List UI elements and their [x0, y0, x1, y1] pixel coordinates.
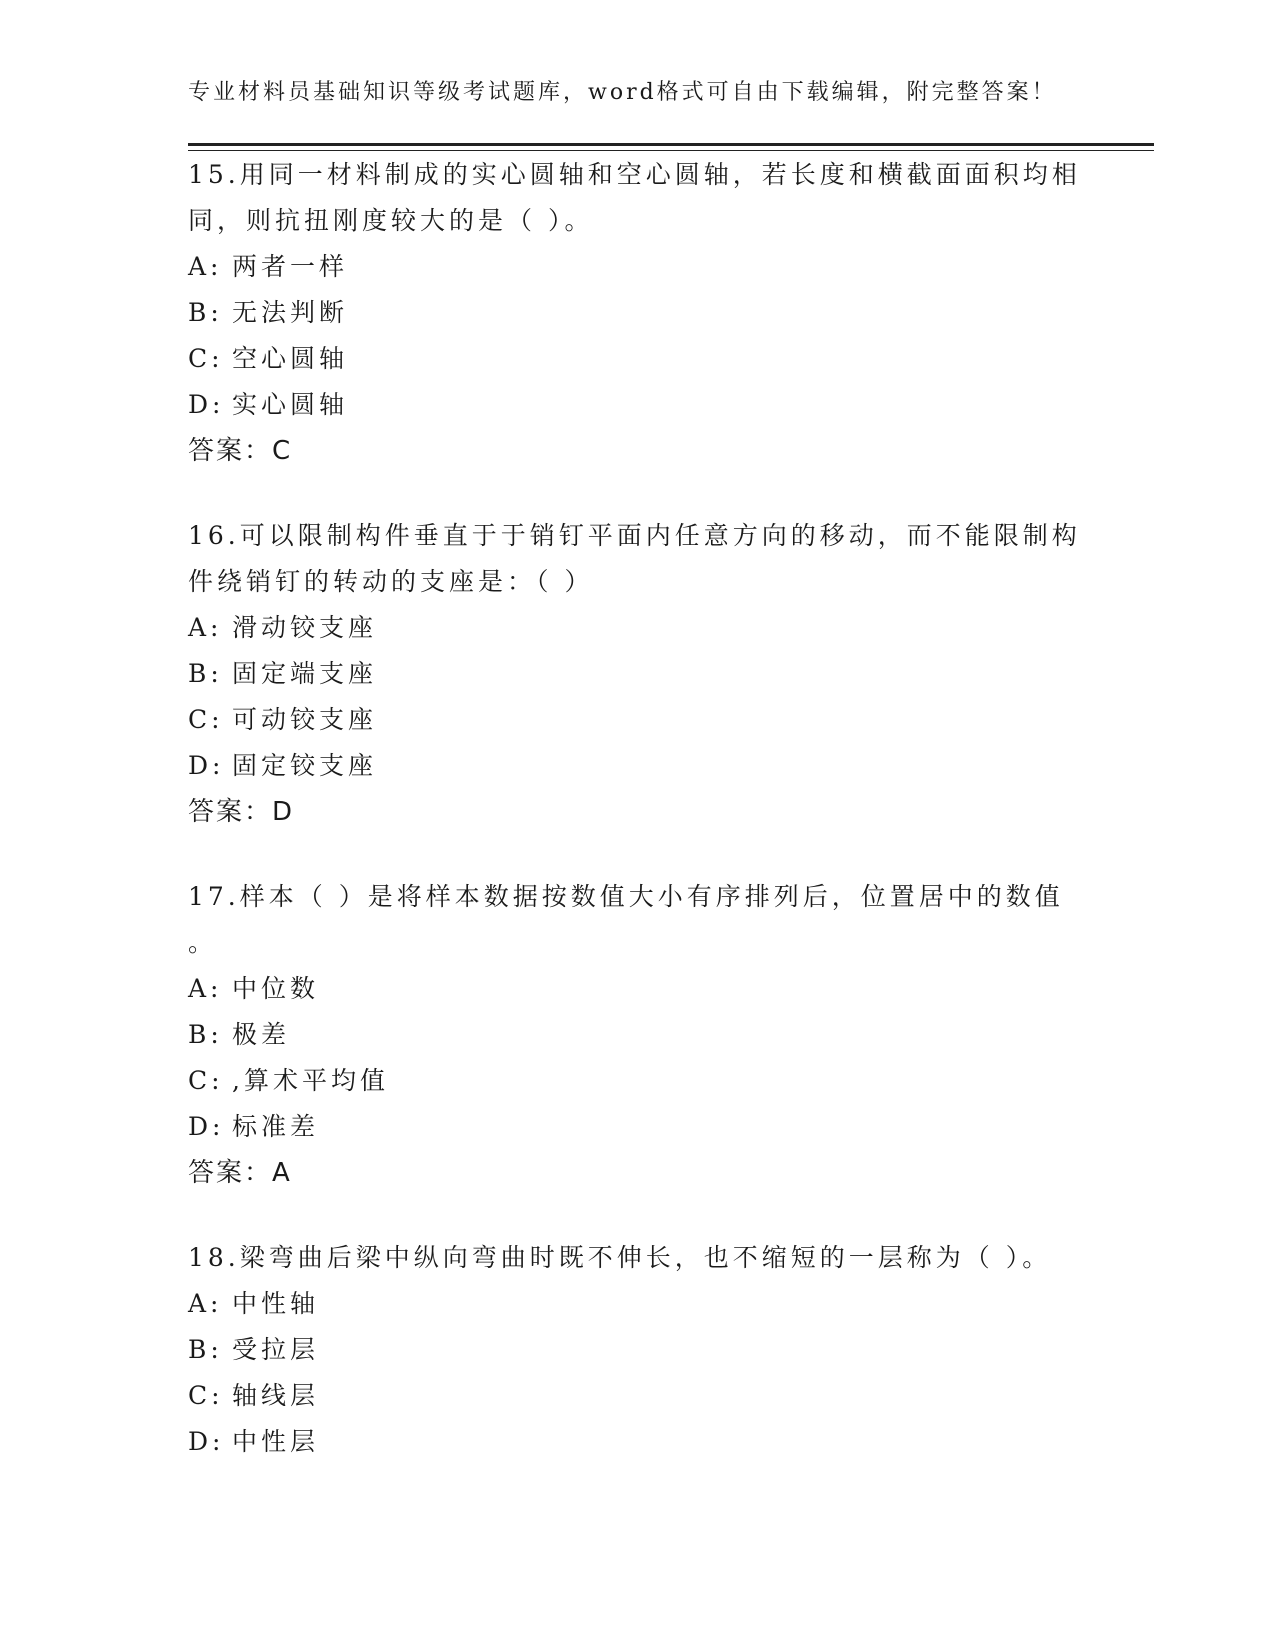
option-a [188, 1281, 1088, 1327]
option-letter: A: [188, 1289, 223, 1318]
option-a [188, 605, 1088, 651]
answer-line: 答案：C [188, 436, 293, 466]
option-d [188, 1419, 1088, 1465]
question-15 [188, 152, 1088, 474]
option-text: 两者一样 [232, 252, 349, 281]
question-stem-line: 同，则抗扭刚度较大的是（ ）。 [188, 206, 594, 235]
question-stem-line: 15.用同一材料制成的实心圆轴和空心圆轴，若长度和横截面面积均相 [188, 160, 1081, 189]
option-letter: C: [188, 705, 224, 734]
option-letter: C: [188, 1066, 224, 1095]
option-text: 实心圆轴 [232, 390, 349, 419]
option-text: 中位数 [232, 974, 320, 1003]
option-text: 中性层 [232, 1427, 320, 1456]
option-text: 标准差 [232, 1112, 320, 1141]
option-b [188, 1012, 1088, 1058]
option-text: 无法判断 [232, 298, 349, 327]
option-letter: D: [188, 1112, 225, 1141]
option-text: ,算术平均值 [232, 1066, 389, 1095]
option-letter: C: [188, 1381, 224, 1410]
option-letter: B: [188, 659, 223, 688]
option-c [188, 1373, 1088, 1419]
option-b [188, 1327, 1088, 1373]
option-text: 固定铰支座 [232, 751, 378, 780]
answer-line: 答案：A [188, 1158, 292, 1188]
header-divider-thin [188, 150, 1154, 151]
question-stem-line: 。 [188, 928, 218, 957]
option-letter: A: [188, 252, 223, 281]
question-stem-line: 16.可以限制构件垂直于于销钉平面内任意方向的移动，而不能限制构 [188, 521, 1081, 550]
option-text: 极差 [232, 1020, 291, 1049]
option-text: 中性轴 [232, 1289, 320, 1318]
option-text: 可动铰支座 [232, 705, 378, 734]
option-letter: C: [188, 344, 224, 373]
option-d [188, 382, 1088, 428]
option-c [188, 697, 1088, 743]
option-letter: B: [188, 298, 223, 327]
option-text: 空心圆轴 [232, 344, 349, 373]
option-letter: A: [188, 613, 223, 642]
option-letter: D: [188, 1427, 225, 1456]
option-letter: B: [188, 1020, 223, 1049]
header-divider [188, 143, 1154, 146]
option-text: 轴线层 [232, 1381, 320, 1410]
option-letter: B: [188, 1335, 223, 1364]
option-c [188, 336, 1088, 382]
question-stem-line: 件绕销钉的转动的支座是：（ ） [188, 567, 594, 596]
option-letter: A: [188, 974, 223, 1003]
option-a [188, 244, 1088, 290]
option-letter: D: [188, 751, 225, 780]
option-b [188, 290, 1088, 336]
question-stem-line: 17.样本（ ）是将样本数据按数值大小有序排列后，位置居中的数值 [188, 882, 1064, 911]
option-b [188, 651, 1088, 697]
question-18 [188, 1235, 1088, 1465]
question-17 [188, 874, 1088, 1196]
option-text: 滑动铰支座 [232, 613, 378, 642]
option-d [188, 743, 1088, 789]
answer-line: 答案：D [188, 797, 295, 827]
option-text: 固定端支座 [232, 659, 378, 688]
question-stem-line: 18.梁弯曲后梁中纵向弯曲时既不伸长，也不缩短的一层称为（ ）。 [188, 1243, 1052, 1272]
question-16 [188, 513, 1088, 835]
option-text: 受拉层 [232, 1335, 320, 1364]
option-d [188, 1104, 1088, 1150]
option-c [188, 1058, 1088, 1104]
page-header: 专业材料员基础知识等级考试题库，word格式可自由下载编辑，附完整答案！ [188, 80, 1057, 105]
option-letter: D: [188, 390, 225, 419]
option-a [188, 966, 1088, 1012]
